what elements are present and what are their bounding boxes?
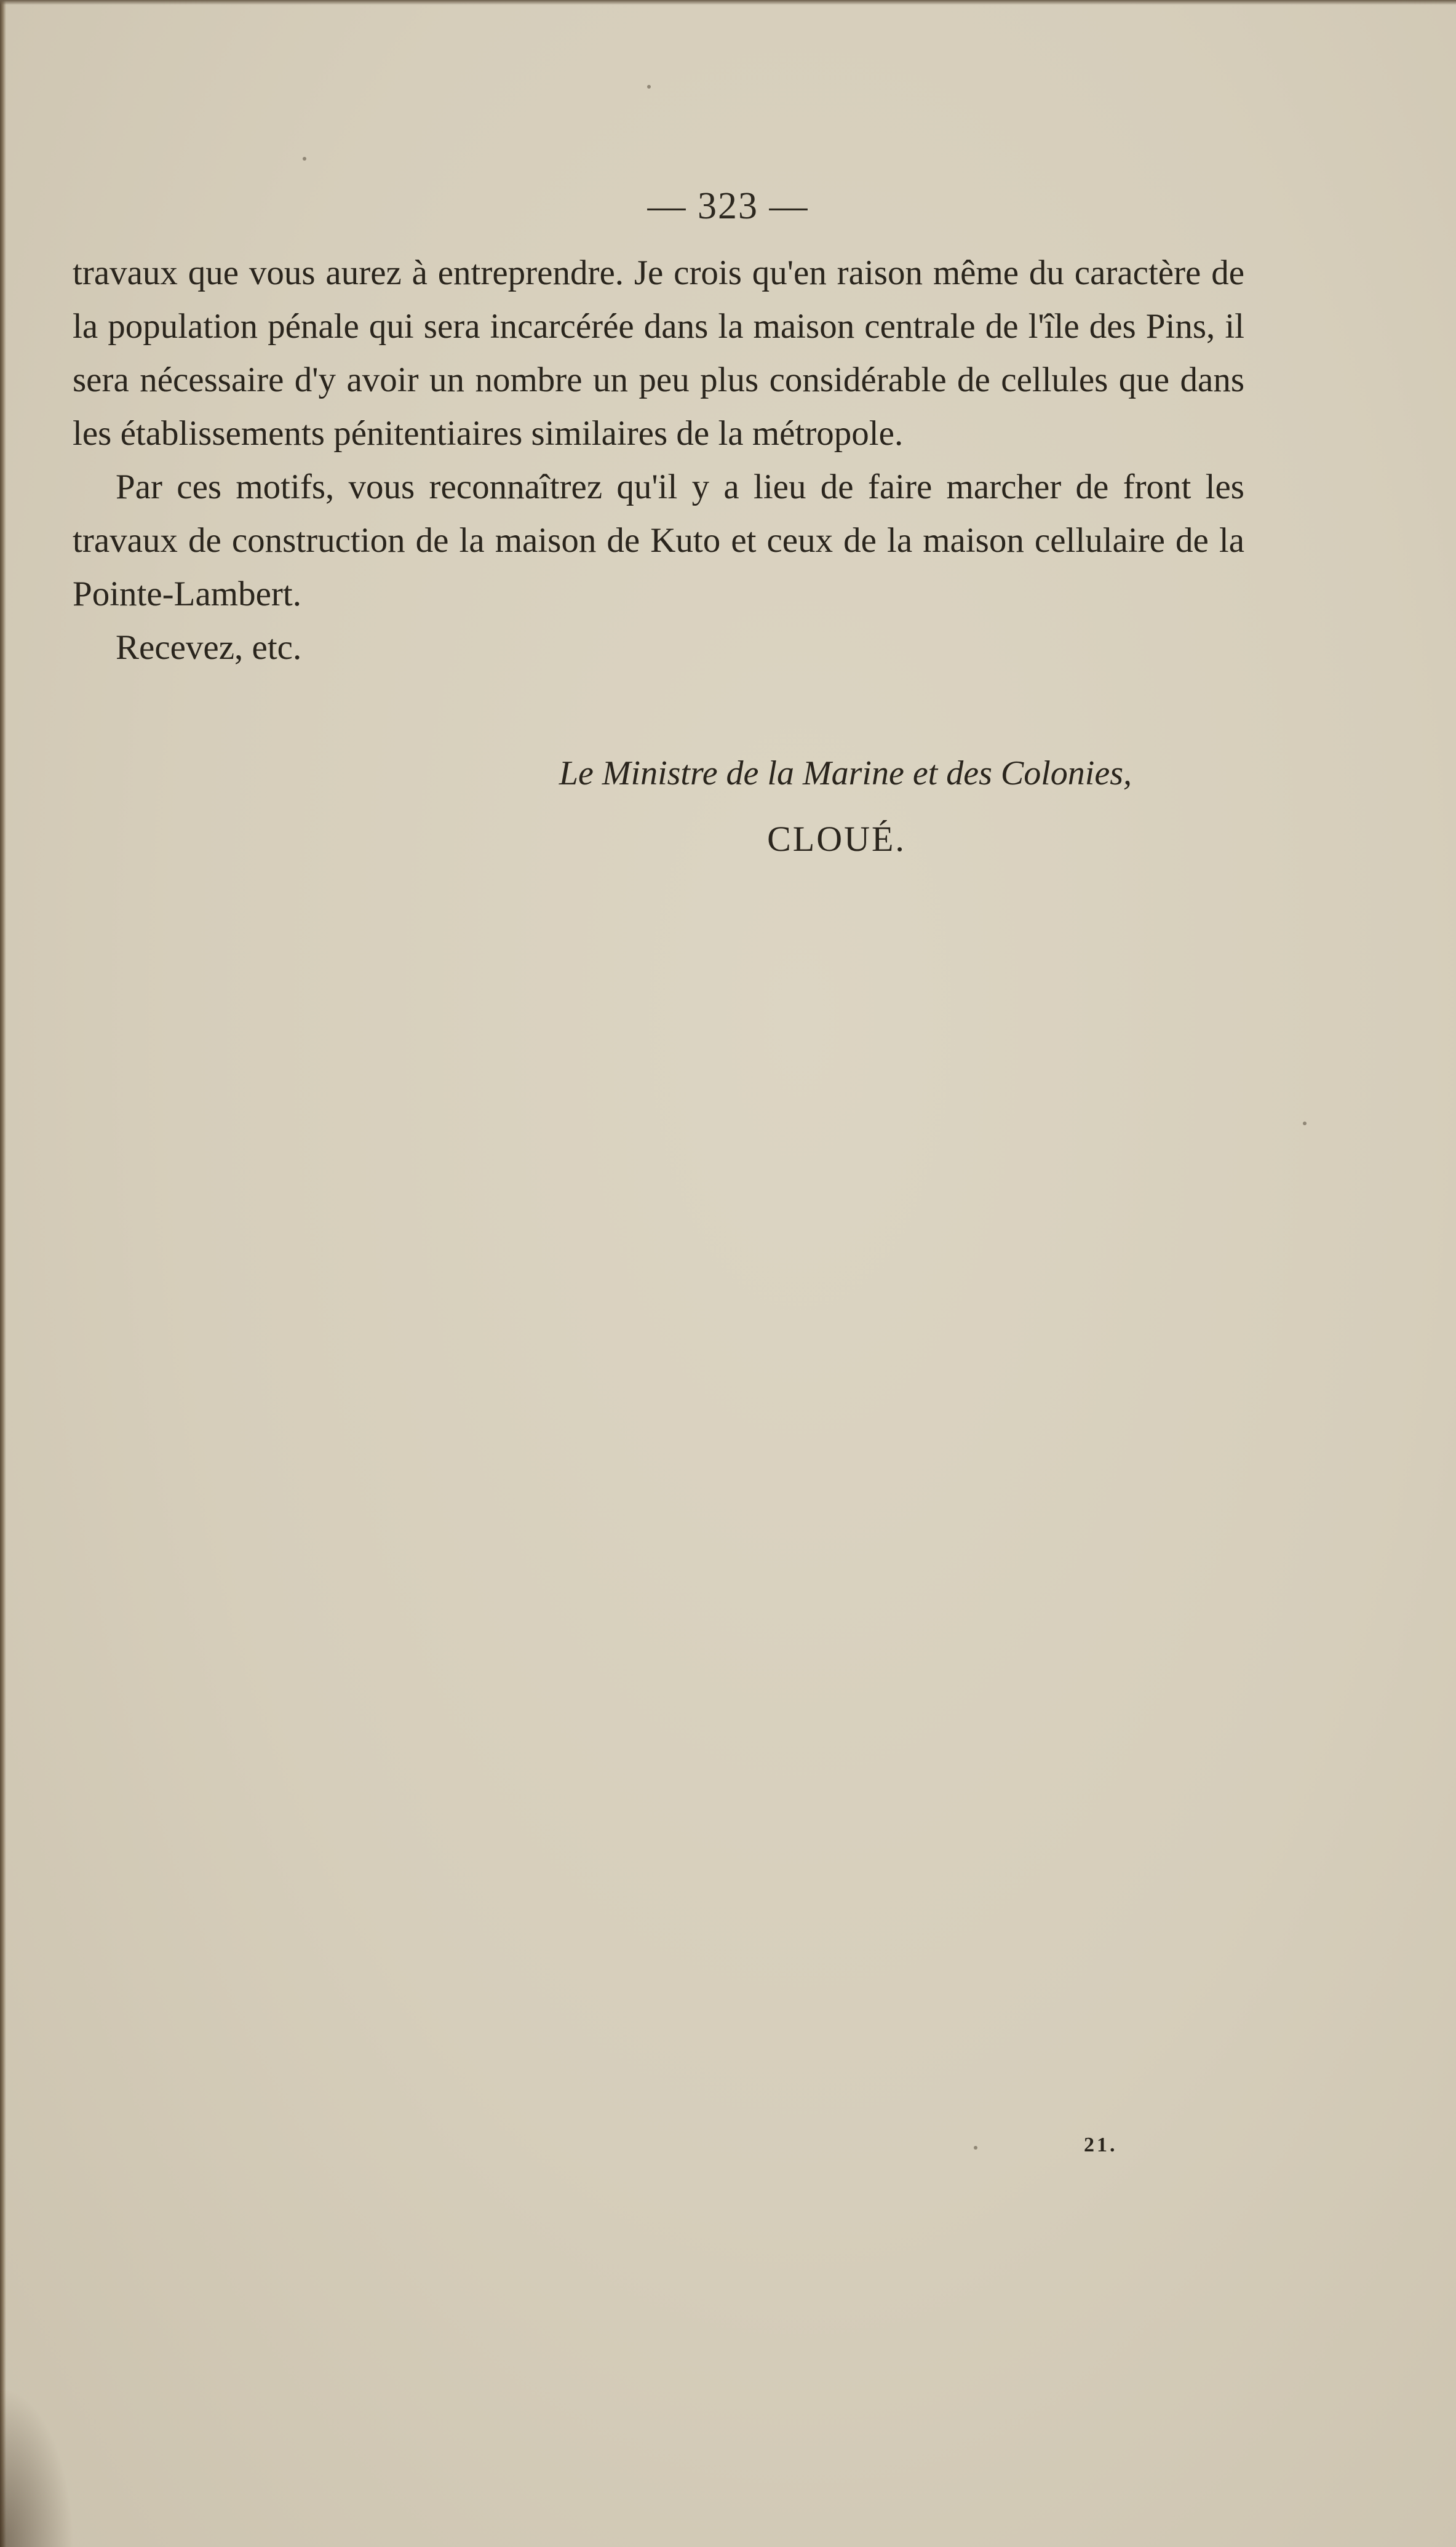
paragraph-motifs: Par ces motifs, vous reconnaîtrez qu'il y a lieu de faire marcher de front les travaux de construction de la maison de Kuto et ceux de la maison cellulaire de la Pointe-Lambert. (73, 468, 1244, 613)
paragraph-closing: Recevez, etc. (116, 628, 302, 667)
signature-name: CLOUÉ. (767, 819, 906, 859)
sheet-number: 21. (1084, 2134, 1118, 2156)
ink-speck (303, 157, 306, 161)
ink-speck (647, 85, 651, 89)
corner-shadow (0, 2387, 74, 2547)
letter-body (73, 246, 1244, 674)
binding-edge (0, 0, 6, 2547)
paragraph-continuation: travaux que vous aurez à entreprendre. Je crois qu'en raison même du caractère de la population pénale qui sera incarcérée dans la maison centrale de l'île des Pins, il sera nécessaire d'y avoir un nombre un peu plus considérable de cellules que dans les établissements pénitentiaires similaires de la métropole. (73, 253, 1244, 453)
top-edge-shadow (0, 0, 1456, 5)
page-number-header: — 323 — (647, 185, 809, 227)
ink-speck (974, 2146, 977, 2150)
signature-title: Le Ministre de la Marine et des Colonies, (559, 754, 1132, 792)
ink-speck (1303, 1122, 1307, 1125)
